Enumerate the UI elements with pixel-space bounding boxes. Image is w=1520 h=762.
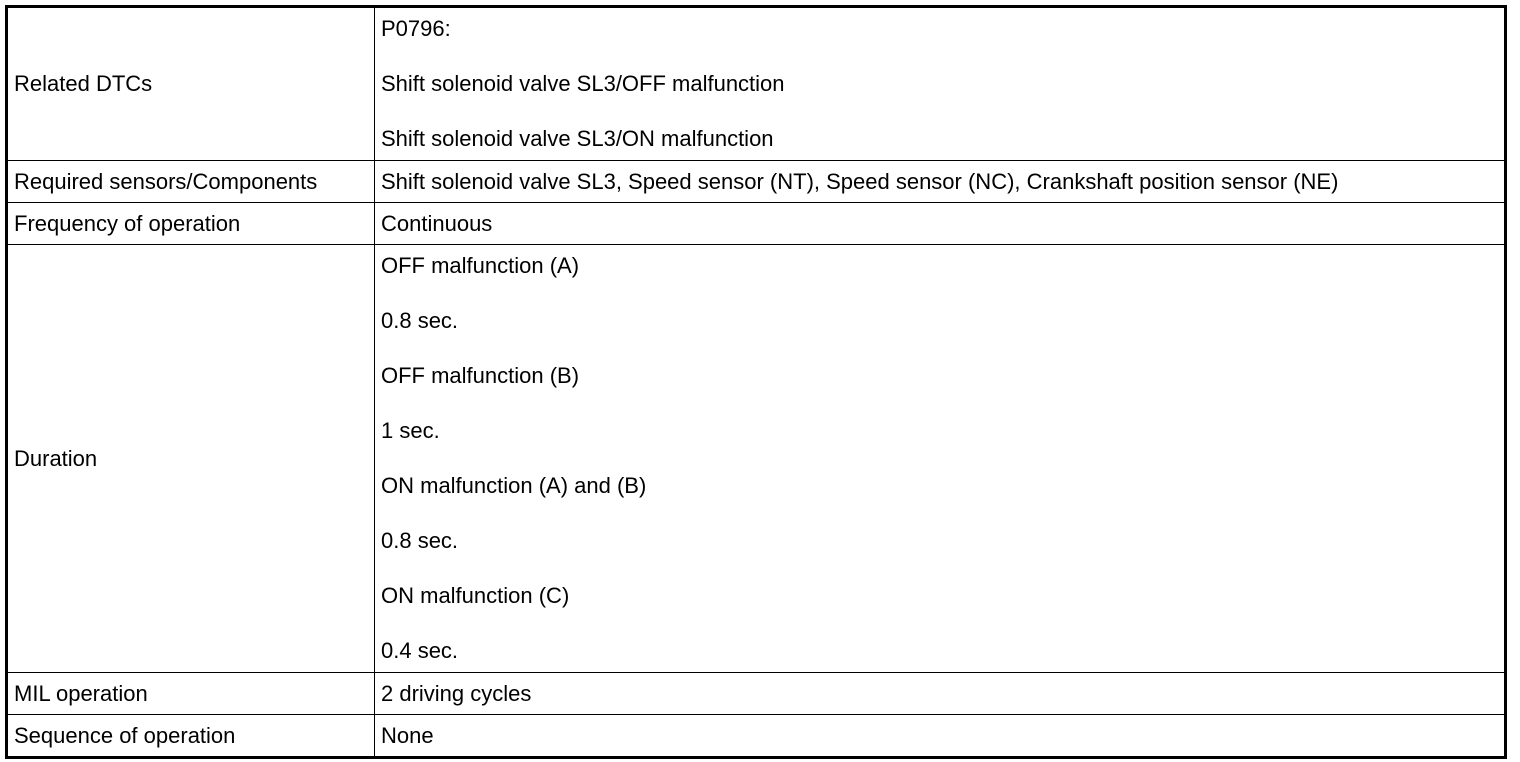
row-value: None	[375, 715, 1506, 758]
row-label: Related DTCs	[7, 7, 375, 161]
row-label: MIL operation	[7, 673, 375, 715]
row-label: Frequency of operation	[7, 203, 375, 245]
table-row-required-sensors	[7, 161, 1506, 203]
dtc-spec-table	[5, 5, 1507, 759]
row-value: 2 driving cycles	[375, 673, 1506, 715]
table-row-sequence	[7, 715, 1506, 758]
table-row-related-dtcs	[7, 7, 1506, 161]
row-label: Required sensors/Components	[7, 161, 375, 203]
table-row-frequency	[7, 203, 1506, 245]
value-line: Shift solenoid valve SL3/OFF malfunction	[381, 71, 785, 96]
row-label: Sequence of operation	[7, 715, 375, 758]
row-value	[375, 7, 1506, 161]
row-value: Continuous	[375, 203, 1506, 245]
table-row-duration	[7, 245, 1506, 673]
value-line: ON malfunction (C)	[381, 583, 570, 608]
row-value	[375, 245, 1506, 673]
value-line: 0.8 sec.	[381, 528, 459, 553]
row-label: Duration	[7, 245, 375, 673]
row-value: Shift solenoid valve SL3, Speed sensor (NT), Speed sensor (NC), Crankshaft position sensor (NE)	[375, 161, 1506, 203]
value-line: OFF malfunction (B)	[381, 363, 580, 388]
value-line: ON malfunction (A) and (B)	[381, 473, 647, 498]
value-line: 0.8 sec.	[381, 308, 459, 333]
value-line: P0796:	[381, 16, 451, 41]
value-line: Shift solenoid valve SL3/ON malfunction	[381, 126, 774, 151]
value-line: 0.4 sec.	[381, 638, 459, 663]
table-row-mil-operation	[7, 673, 1506, 715]
value-line: 1 sec.	[381, 418, 440, 443]
value-line: OFF malfunction (A)	[381, 253, 580, 278]
